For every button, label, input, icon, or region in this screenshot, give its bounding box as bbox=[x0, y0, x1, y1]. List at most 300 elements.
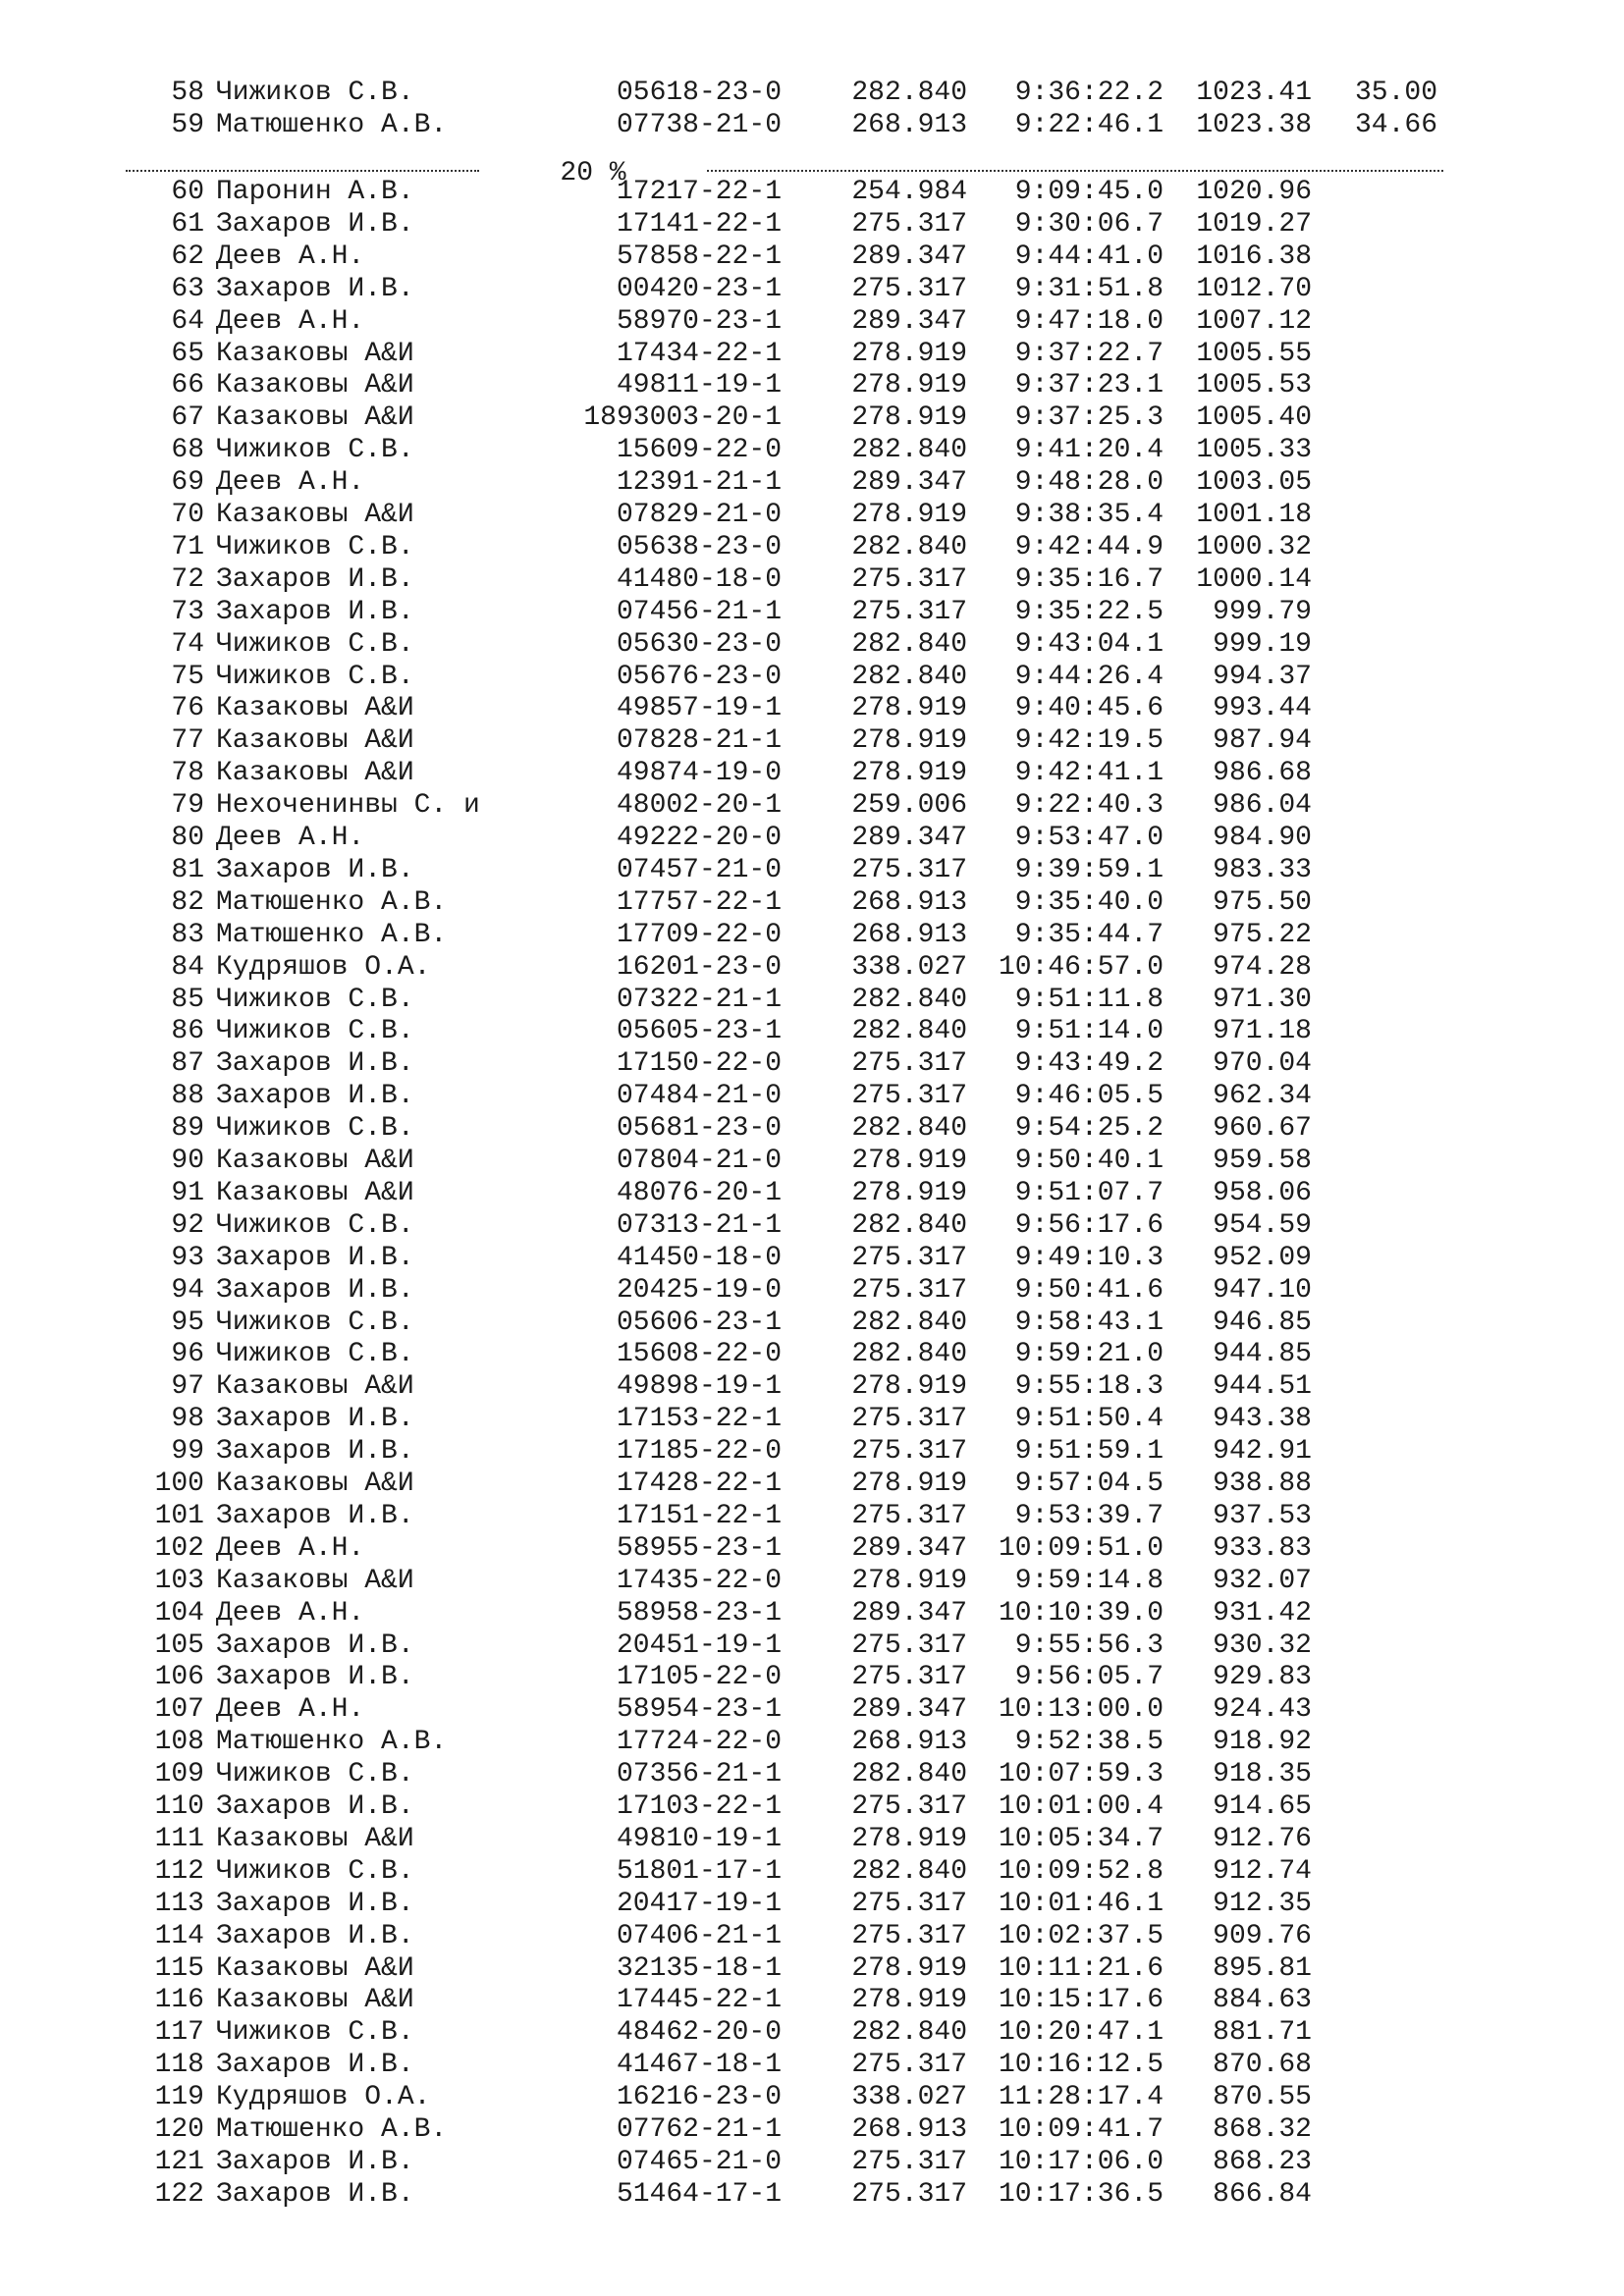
result-time: 10:13:00.0 bbox=[998, 1694, 1164, 1726]
result-ring: 07456-21-1 bbox=[616, 596, 782, 627]
result-name: Захаров И.В. bbox=[216, 273, 414, 304]
result-speed: 914.65 bbox=[1213, 1791, 1312, 1822]
result-name: Захаров И.В. bbox=[216, 1888, 414, 1919]
result-ring: 48462-20-0 bbox=[616, 2017, 782, 2049]
result-ring: 57858-22-1 bbox=[616, 240, 782, 272]
result-distance: 275.317 bbox=[851, 854, 967, 885]
result-speed: 962.34 bbox=[1213, 1081, 1312, 1112]
result-name: Казаковы А&И bbox=[216, 758, 414, 789]
result-ring: 49857-19-1 bbox=[616, 693, 782, 724]
result-time: 9:55:56.3 bbox=[1014, 1629, 1164, 1661]
result-position: 84 bbox=[171, 951, 204, 983]
result-ring: 17724-22-0 bbox=[616, 1727, 782, 1758]
result-distance: 275.317 bbox=[851, 1081, 967, 1112]
result-distance: 275.317 bbox=[851, 2050, 967, 2081]
result-name: Чижиков С.В. bbox=[216, 435, 414, 466]
result-name: Чижиков С.В. bbox=[216, 1209, 414, 1241]
result-ring: 17709-22-0 bbox=[616, 919, 782, 950]
result-position: 72 bbox=[171, 563, 204, 595]
result-speed: 932.07 bbox=[1213, 1565, 1312, 1596]
result-time: 9:44:26.4 bbox=[1014, 661, 1164, 692]
result-time: 9:41:20.4 bbox=[1014, 435, 1164, 466]
result-time: 9:22:40.3 bbox=[1014, 790, 1164, 822]
result-distance: 278.919 bbox=[851, 725, 967, 757]
result-ring: 17153-22-1 bbox=[616, 1404, 782, 1435]
result-distance: 289.347 bbox=[851, 467, 967, 499]
result-distance: 282.840 bbox=[851, 1209, 967, 1241]
result-name: Чижиков С.В. bbox=[216, 531, 414, 562]
result-distance: 282.840 bbox=[851, 984, 967, 1015]
result-speed: 884.63 bbox=[1213, 1985, 1312, 2016]
result-time: 10:20:47.1 bbox=[998, 2017, 1164, 2049]
result-distance: 338.027 bbox=[851, 951, 967, 983]
result-time: 9:44:41.0 bbox=[1014, 240, 1164, 272]
result-name: Казаковы А&И bbox=[216, 1985, 414, 2016]
result-position: 115 bbox=[154, 1952, 204, 1984]
result-speed: 970.04 bbox=[1213, 1048, 1312, 1080]
result-name: Матюшенко А.В. bbox=[216, 2114, 448, 2145]
result-name: Казаковы А&И bbox=[216, 1952, 414, 1984]
result-speed: 1005.55 bbox=[1196, 338, 1312, 369]
result-speed: 1003.05 bbox=[1196, 467, 1312, 499]
result-time: 10:46:57.0 bbox=[998, 951, 1164, 983]
result-name: Захаров И.В. bbox=[216, 208, 414, 240]
result-distance: 282.840 bbox=[851, 1759, 967, 1790]
result-name: Захаров И.В. bbox=[216, 2146, 414, 2177]
result-ring: 58970-23-1 bbox=[616, 305, 782, 337]
result-time: 9:49:10.3 bbox=[1014, 1242, 1164, 1273]
result-position: 88 bbox=[171, 1081, 204, 1112]
result-name: Чижиков С.В. bbox=[216, 1759, 414, 1790]
result-position: 65 bbox=[171, 338, 204, 369]
result-time: 9:37:22.7 bbox=[1014, 338, 1164, 369]
result-speed: 952.09 bbox=[1213, 1242, 1312, 1273]
result-distance: 278.919 bbox=[851, 1371, 967, 1403]
result-ring: 16201-23-0 bbox=[616, 951, 782, 983]
result-distance: 275.317 bbox=[851, 596, 967, 627]
result-distance: 278.919 bbox=[851, 1565, 967, 1596]
result-position: 98 bbox=[171, 1404, 204, 1435]
result-speed: 971.30 bbox=[1213, 984, 1312, 1015]
result-position: 104 bbox=[154, 1597, 204, 1629]
result-position: 122 bbox=[154, 2178, 204, 2210]
result-ring: 17103-22-1 bbox=[616, 1791, 782, 1822]
result-name: Захаров И.В. bbox=[216, 1791, 414, 1822]
result-position: 64 bbox=[171, 305, 204, 337]
result-distance: 278.919 bbox=[851, 500, 967, 530]
result-time: 9:47:18.0 bbox=[1014, 305, 1164, 337]
result-time: 10:02:37.5 bbox=[998, 1920, 1164, 1951]
result-speed: 1000.32 bbox=[1196, 531, 1312, 562]
result-time: 9:51:07.7 bbox=[1014, 1177, 1164, 1208]
result-time: 10:16:12.5 bbox=[998, 2050, 1164, 2081]
result-ring: 58954-23-1 bbox=[616, 1694, 782, 1726]
result-name: Деев А.Н. bbox=[216, 1597, 365, 1629]
result-position: 59 bbox=[171, 109, 204, 140]
result-time: 9:30:06.7 bbox=[1014, 208, 1164, 240]
result-name: Захаров И.В. bbox=[216, 1436, 414, 1468]
result-distance: 268.913 bbox=[851, 2114, 967, 2145]
result-time: 10:01:46.1 bbox=[998, 1888, 1164, 1919]
result-position: 66 bbox=[171, 370, 204, 401]
result-position: 99 bbox=[171, 1436, 204, 1468]
result-speed: 868.32 bbox=[1213, 2114, 1312, 2145]
result-time: 11:28:17.4 bbox=[998, 2082, 1164, 2113]
result-time: 9:31:51.8 bbox=[1014, 273, 1164, 304]
result-time: 9:51:11.8 bbox=[1014, 984, 1164, 1015]
result-position: 58 bbox=[171, 78, 204, 108]
result-position: 118 bbox=[154, 2050, 204, 2081]
result-speed: 938.88 bbox=[1213, 1468, 1312, 1499]
result-name: Захаров И.В. bbox=[216, 1242, 414, 1273]
result-speed: 1005.40 bbox=[1196, 402, 1312, 434]
result-speed: 918.92 bbox=[1213, 1727, 1312, 1758]
result-distance: 275.317 bbox=[851, 563, 967, 595]
result-position: 81 bbox=[171, 854, 204, 885]
result-ring: 17185-22-0 bbox=[616, 1436, 782, 1468]
result-ring: 17428-22-1 bbox=[616, 1468, 782, 1499]
result-distance: 278.919 bbox=[851, 402, 967, 434]
result-speed: 1016.38 bbox=[1196, 240, 1312, 272]
result-distance: 278.919 bbox=[851, 370, 967, 401]
result-position: 112 bbox=[154, 1855, 204, 1887]
result-position: 100 bbox=[154, 1468, 204, 1499]
result-ring: 20417-19-1 bbox=[616, 1888, 782, 1919]
result-ring: 17217-22-1 bbox=[616, 177, 782, 207]
result-name: Казаковы А&И bbox=[216, 1371, 414, 1403]
result-time: 9:37:23.1 bbox=[1014, 370, 1164, 401]
result-speed: 983.33 bbox=[1213, 854, 1312, 885]
result-position: 89 bbox=[171, 1113, 204, 1145]
result-ring: 15609-22-0 bbox=[616, 435, 782, 466]
result-time: 9:53:47.0 bbox=[1014, 823, 1164, 853]
result-distance: 275.317 bbox=[851, 1274, 967, 1306]
result-position: 94 bbox=[171, 1274, 204, 1306]
result-name: Захаров И.В. bbox=[216, 1048, 414, 1080]
result-distance: 289.347 bbox=[851, 823, 967, 853]
result-points: 35.00 bbox=[1354, 78, 1437, 108]
result-time: 9:09:45.0 bbox=[1014, 177, 1164, 207]
result-ring: 49810-19-1 bbox=[616, 1823, 782, 1854]
result-time: 10:09:51.0 bbox=[998, 1532, 1164, 1564]
result-ring: 12391-21-1 bbox=[616, 467, 782, 499]
result-time: 9:35:22.5 bbox=[1014, 596, 1164, 627]
result-ring: 41450-18-0 bbox=[616, 1242, 782, 1273]
result-time: 9:56:05.7 bbox=[1014, 1662, 1164, 1693]
result-time: 10:17:36.5 bbox=[998, 2178, 1164, 2210]
result-position: 79 bbox=[171, 790, 204, 822]
result-speed: 870.55 bbox=[1213, 2082, 1312, 2113]
result-position: 120 bbox=[154, 2114, 204, 2145]
result-ring: 17141-22-1 bbox=[616, 208, 782, 240]
result-speed: 870.68 bbox=[1213, 2050, 1312, 2081]
result-position: 60 bbox=[171, 177, 204, 207]
result-name: Захаров И.В. bbox=[216, 854, 414, 885]
result-time: 9:36:22.2 bbox=[1014, 78, 1164, 108]
result-distance: 254.984 bbox=[851, 177, 967, 207]
result-name: Деев А.Н. bbox=[216, 467, 365, 499]
result-distance: 278.919 bbox=[851, 758, 967, 789]
result-position: 114 bbox=[154, 1920, 204, 1951]
result-ring: 20451-19-1 bbox=[616, 1629, 782, 1661]
result-distance: 275.317 bbox=[851, 208, 967, 240]
result-position: 91 bbox=[171, 1177, 204, 1208]
divider-line-left bbox=[126, 170, 479, 172]
result-name: Захаров И.В. bbox=[216, 2178, 414, 2210]
result-name: Кудряшов О.А. bbox=[216, 2082, 431, 2113]
result-distance: 275.317 bbox=[851, 1662, 967, 1693]
result-ring: 49874-19-0 bbox=[616, 758, 782, 789]
result-ring: 48002-20-1 bbox=[616, 790, 782, 822]
result-speed: 944.85 bbox=[1213, 1339, 1312, 1370]
result-speed: 933.83 bbox=[1213, 1532, 1312, 1564]
result-speed: 1023.41 bbox=[1196, 78, 1312, 108]
result-name: Казаковы А&И bbox=[216, 1823, 414, 1854]
result-ring: 07828-21-1 bbox=[616, 725, 782, 757]
result-distance: 282.840 bbox=[851, 1307, 967, 1338]
result-speed: 912.74 bbox=[1213, 1855, 1312, 1887]
result-speed: 1012.70 bbox=[1196, 273, 1312, 304]
result-ring: 05606-23-1 bbox=[616, 1307, 782, 1338]
result-position: 96 bbox=[171, 1339, 204, 1370]
result-name: Чижиков С.В. bbox=[216, 984, 414, 1015]
result-ring: 07738-21-0 bbox=[616, 109, 782, 140]
result-name: Матюшенко А.В. bbox=[216, 886, 448, 918]
result-ring: 17445-22-1 bbox=[616, 1985, 782, 2016]
result-speed: 1000.14 bbox=[1196, 563, 1312, 595]
result-position: 110 bbox=[154, 1791, 204, 1822]
result-time: 9:42:41.1 bbox=[1014, 758, 1164, 789]
result-name: Захаров И.В. bbox=[216, 1081, 414, 1112]
result-ring: 05676-23-0 bbox=[616, 661, 782, 692]
result-speed: 924.43 bbox=[1213, 1694, 1312, 1726]
result-distance: 282.840 bbox=[851, 2017, 967, 2049]
result-time: 9:57:04.5 bbox=[1014, 1468, 1164, 1499]
result-name: Матюшенко А.В. bbox=[216, 109, 448, 140]
result-ring: 00420-23-1 bbox=[616, 273, 782, 304]
result-distance: 278.919 bbox=[851, 1985, 967, 2016]
result-distance: 268.913 bbox=[851, 886, 967, 918]
result-position: 69 bbox=[171, 467, 204, 499]
result-ring: 17150-22-0 bbox=[616, 1048, 782, 1080]
result-time: 9:40:45.6 bbox=[1014, 693, 1164, 724]
result-position: 76 bbox=[171, 693, 204, 724]
result-ring: 49898-19-1 bbox=[616, 1371, 782, 1403]
result-name: Казаковы А&И bbox=[216, 1177, 414, 1208]
result-name: Деев А.Н. bbox=[216, 305, 365, 337]
result-time: 9:50:40.1 bbox=[1014, 1146, 1164, 1176]
result-position: 105 bbox=[154, 1629, 204, 1661]
result-position: 80 bbox=[171, 823, 204, 853]
result-distance: 278.919 bbox=[851, 1823, 967, 1854]
result-position: 85 bbox=[171, 984, 204, 1015]
result-time: 9:42:19.5 bbox=[1014, 725, 1164, 757]
result-time: 9:56:17.6 bbox=[1014, 1209, 1164, 1241]
result-time: 10:11:21.6 bbox=[998, 1952, 1164, 1984]
result-name: Захаров И.В. bbox=[216, 1629, 414, 1661]
result-ring: 17151-22-1 bbox=[616, 1500, 782, 1531]
result-ring: 1893003-20-1 bbox=[583, 402, 782, 434]
result-time: 9:54:25.2 bbox=[1014, 1113, 1164, 1145]
result-name: Казаковы А&И bbox=[216, 338, 414, 369]
result-speed: 999.19 bbox=[1213, 628, 1312, 660]
result-ring: 16216-23-0 bbox=[616, 2082, 782, 2113]
result-speed: 930.32 bbox=[1213, 1629, 1312, 1661]
result-position: 109 bbox=[154, 1759, 204, 1790]
result-speed: 975.22 bbox=[1213, 919, 1312, 950]
result-name: Нехоченинвы С. и bbox=[216, 790, 480, 822]
result-position: 107 bbox=[154, 1694, 204, 1726]
result-name: Чижиков С.В. bbox=[216, 1113, 414, 1145]
result-name: Захаров И.В. bbox=[216, 563, 414, 595]
result-name: Деев А.Н. bbox=[216, 823, 365, 853]
result-position: 108 bbox=[154, 1727, 204, 1758]
result-distance: 259.006 bbox=[851, 790, 967, 822]
result-distance: 282.840 bbox=[851, 531, 967, 562]
result-ring: 05681-23-0 bbox=[616, 1113, 782, 1145]
result-time: 9:53:39.7 bbox=[1014, 1500, 1164, 1531]
result-time: 9:37:25.3 bbox=[1014, 402, 1164, 434]
result-speed: 1023.38 bbox=[1196, 109, 1312, 140]
result-speed: 1020.96 bbox=[1196, 177, 1312, 207]
result-ring: 20425-19-0 bbox=[616, 1274, 782, 1306]
result-distance: 275.317 bbox=[851, 1404, 967, 1435]
result-time: 10:17:06.0 bbox=[998, 2146, 1164, 2177]
result-name: Чижиков С.В. bbox=[216, 1016, 414, 1047]
result-ring: 07322-21-1 bbox=[616, 984, 782, 1015]
result-name: Деев А.Н. bbox=[216, 240, 365, 272]
result-name: Казаковы А&И bbox=[216, 1146, 414, 1176]
result-time: 9:52:38.5 bbox=[1014, 1727, 1164, 1758]
result-distance: 275.317 bbox=[851, 1629, 967, 1661]
result-time: 10:09:52.8 bbox=[998, 1855, 1164, 1887]
result-ring: 07457-21-0 bbox=[616, 854, 782, 885]
result-name: Казаковы А&И bbox=[216, 1468, 414, 1499]
result-name: Казаковы А&И bbox=[216, 725, 414, 757]
result-position: 111 bbox=[154, 1823, 204, 1854]
result-distance: 268.913 bbox=[851, 919, 967, 950]
result-speed: 947.10 bbox=[1213, 1274, 1312, 1306]
result-distance: 282.840 bbox=[851, 435, 967, 466]
result-time: 9:43:49.2 bbox=[1014, 1048, 1164, 1080]
result-position: 117 bbox=[154, 2017, 204, 2049]
result-speed: 999.79 bbox=[1213, 596, 1312, 627]
result-speed: 958.06 bbox=[1213, 1177, 1312, 1208]
result-ring: 05605-23-1 bbox=[616, 1016, 782, 1047]
result-name: Чижиков С.В. bbox=[216, 1307, 414, 1338]
result-ring: 07465-21-0 bbox=[616, 2146, 782, 2177]
result-name: Казаковы А&И bbox=[216, 500, 414, 530]
result-distance: 268.913 bbox=[851, 1727, 967, 1758]
result-name: Чижиков С.В. bbox=[216, 1339, 414, 1370]
result-name: Казаковы А&И bbox=[216, 693, 414, 724]
result-time: 9:39:59.1 bbox=[1014, 854, 1164, 885]
result-time: 10:07:59.3 bbox=[998, 1759, 1164, 1790]
result-position: 101 bbox=[154, 1500, 204, 1531]
result-name: Захаров И.В. bbox=[216, 1662, 414, 1693]
result-ring: 51801-17-1 bbox=[616, 1855, 782, 1887]
result-distance: 282.840 bbox=[851, 1339, 967, 1370]
result-ring: 17757-22-1 bbox=[616, 886, 782, 918]
result-speed: 975.50 bbox=[1213, 886, 1312, 918]
result-time: 9:38:35.4 bbox=[1014, 500, 1164, 530]
result-position: 67 bbox=[171, 402, 204, 434]
result-speed: 931.42 bbox=[1213, 1597, 1312, 1629]
result-speed: 994.37 bbox=[1213, 661, 1312, 692]
result-speed: 912.76 bbox=[1213, 1823, 1312, 1854]
result-ring: 17105-22-0 bbox=[616, 1662, 782, 1693]
result-name: Деев А.Н. bbox=[216, 1532, 365, 1564]
result-speed: 987.94 bbox=[1213, 725, 1312, 757]
result-name: Матюшенко А.В. bbox=[216, 1727, 448, 1758]
result-time: 10:01:00.4 bbox=[998, 1791, 1164, 1822]
result-distance: 275.317 bbox=[851, 1048, 967, 1080]
result-time: 9:55:18.3 bbox=[1014, 1371, 1164, 1403]
result-speed: 971.18 bbox=[1213, 1016, 1312, 1047]
result-ring: 07484-21-0 bbox=[616, 1081, 782, 1112]
result-ring: 48076-20-1 bbox=[616, 1177, 782, 1208]
result-time: 9:43:04.1 bbox=[1014, 628, 1164, 660]
result-speed: 974.28 bbox=[1213, 951, 1312, 983]
result-speed: 1005.53 bbox=[1196, 370, 1312, 401]
result-name: Кудряшов О.А. bbox=[216, 951, 431, 983]
result-speed: 1005.33 bbox=[1196, 435, 1312, 466]
result-time: 9:51:14.0 bbox=[1014, 1016, 1164, 1047]
divider-line-right bbox=[707, 170, 1443, 172]
result-distance: 275.317 bbox=[851, 2178, 967, 2210]
result-name: Матюшенко А.В. bbox=[216, 919, 448, 950]
result-ring: 49811-19-1 bbox=[616, 370, 782, 401]
result-time: 9:35:40.0 bbox=[1014, 886, 1164, 918]
result-speed: 954.59 bbox=[1213, 1209, 1312, 1241]
result-speed: 909.76 bbox=[1213, 1920, 1312, 1951]
result-speed: 984.90 bbox=[1213, 823, 1312, 853]
result-position: 68 bbox=[171, 435, 204, 466]
result-ring: 58958-23-1 bbox=[616, 1597, 782, 1629]
result-distance: 338.027 bbox=[851, 2082, 967, 2113]
result-position: 75 bbox=[171, 661, 204, 692]
result-speed: 993.44 bbox=[1213, 693, 1312, 724]
result-distance: 282.840 bbox=[851, 1113, 967, 1145]
result-speed: 918.35 bbox=[1213, 1759, 1312, 1790]
result-time: 10:10:39.0 bbox=[998, 1597, 1164, 1629]
result-distance: 289.347 bbox=[851, 1532, 967, 1564]
result-speed: 1001.18 bbox=[1196, 500, 1312, 530]
result-position: 82 bbox=[171, 886, 204, 918]
result-position: 90 bbox=[171, 1146, 204, 1176]
result-ring: 32135-18-1 bbox=[616, 1952, 782, 1984]
result-ring: 05618-23-0 bbox=[616, 78, 782, 108]
result-speed: 895.81 bbox=[1213, 1952, 1312, 1984]
result-distance: 275.317 bbox=[851, 1242, 967, 1273]
result-position: 103 bbox=[154, 1565, 204, 1596]
result-position: 63 bbox=[171, 273, 204, 304]
result-position: 97 bbox=[171, 1371, 204, 1403]
result-position: 78 bbox=[171, 758, 204, 789]
result-name: Чижиков С.В. bbox=[216, 628, 414, 660]
result-ring: 07406-21-1 bbox=[616, 1920, 782, 1951]
result-ring: 41467-18-1 bbox=[616, 2050, 782, 2081]
result-ring: 17434-22-1 bbox=[616, 338, 782, 369]
result-time: 9:46:05.5 bbox=[1014, 1081, 1164, 1112]
result-name: Захаров И.В. bbox=[216, 1404, 414, 1435]
result-distance: 278.919 bbox=[851, 1146, 967, 1176]
result-speed: 929.83 bbox=[1213, 1662, 1312, 1693]
result-position: 113 bbox=[154, 1888, 204, 1919]
result-distance: 275.317 bbox=[851, 1920, 967, 1951]
result-name: Захаров И.В. bbox=[216, 2050, 414, 2081]
result-time: 10:15:17.6 bbox=[998, 1985, 1164, 2016]
